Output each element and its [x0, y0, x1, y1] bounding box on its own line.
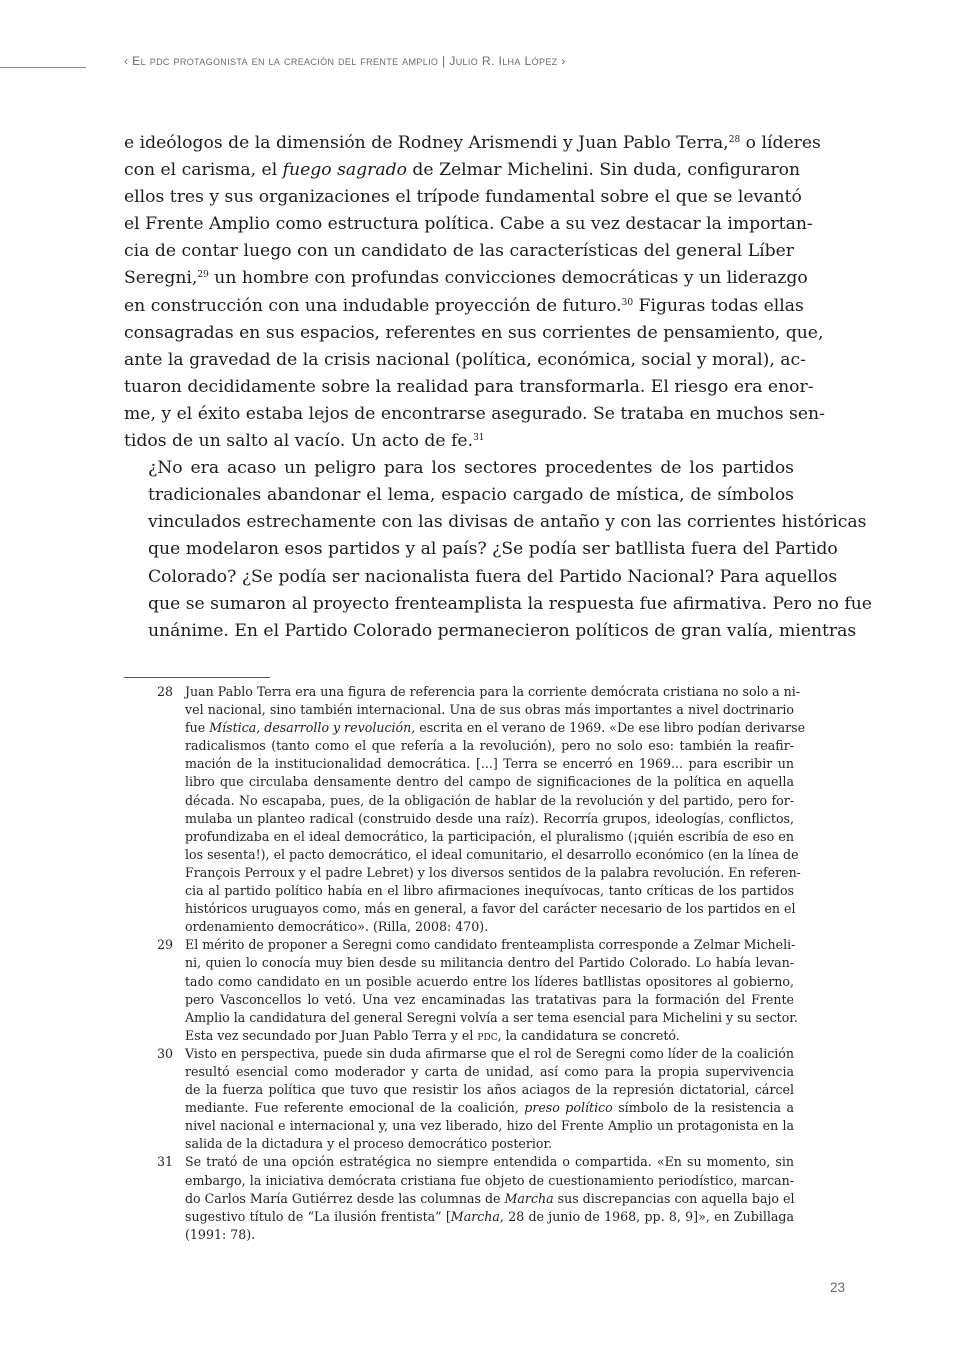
body-line: el Frente Amplio como estructura política. Cabe a su vez destacar la importan- — [124, 214, 813, 235]
footnote-line: Juan Pablo Terra era una figura de referencia para la corriente demócrata cristiana no solo a ni- — [185, 684, 801, 699]
footnote-line: mediante. Fue referente emocional de la coalición, preso político símbolo de la resistencia a — [185, 1100, 794, 1116]
body-line: me, y el éxito estaba lejos de encontrarse asegurado. Se trataba en muchos sen- — [124, 403, 825, 424]
footnote-line: Amplio la candidatura del general Seregni volvía a ser tema esencial para Michelini y su sector. — [185, 1009, 798, 1025]
body-line: que se sumaron al proyecto frenteamplista la respuesta fue afirmativa. Pero no fue — [148, 593, 872, 614]
footnote-line: nivel nacional e internacional y, una vez liberado, hizo del Frente Amplio un protagonista en la — [185, 1118, 794, 1134]
footnote-number: 29 — [157, 937, 174, 953]
body-line: tidos de un salto al vacío. Un acto de fe.$^{31}$ — [124, 431, 485, 452]
footnote-line: Esta vez secundado por Juan Pablo Terra y el pdc, la candidatura se concretó. — [185, 1027, 680, 1043]
footnote-line: ordenamiento democrático». (Rilla, 2008: 470). — [185, 919, 489, 935]
footnote-line: embargo, la iniciativa demócrata cristiana fue objeto de cuestionamiento periodístico, marcan- — [185, 1172, 794, 1188]
footnote-line: los sesenta!), el pacto democrático, el ideal comunitario, el desarrollo económico (en la línea de — [185, 846, 799, 862]
footnotes — [124, 683, 806, 1244]
footnote-line: pero Vasconcellos lo vetó. Una vez encaminadas las tratativas para la formación del Frente — [185, 991, 794, 1007]
body-line: con el carisma, el fuego sagrado de Zelmar Michelini. Sin duda, configuraron — [124, 160, 801, 181]
footnote-line: de la fuerza política que tuvo que resistir los años aciagos de la represión dictatorial, cárcel — [185, 1082, 794, 1098]
body-line: que modelaron esos partidos y al país? ¿Se podía ser batllista fuera del Partido — [148, 539, 838, 560]
footnote-line: mulaba un planteo radical (construido desde una raíz). Recorría grupos, ideologías, conflictos, — [185, 810, 794, 826]
footnote-line: libro que circulaba densamente dentro del campo de significaciones de la política en aquella — [185, 774, 794, 790]
footnote-number: 31 — [157, 1154, 174, 1170]
footnote-number: 28 — [157, 684, 174, 699]
body-line: tradicionales abandonar el lema, espacio cargado de mística, de símbolos — [148, 485, 794, 506]
footnote-line: Visto en perspectiva, puede sin duda afirmarse que el rol de Seregni como líder de la coalición — [185, 1045, 794, 1061]
footnote-line: salida de la dictadura y el proceso democrático posterior. — [185, 1136, 553, 1152]
body-line: cia de contar luego con un candidato de las características del general Líber — [124, 241, 794, 262]
body-line: tuaron decididamente sobre la realidad para transformarla. El riesgo era enor- — [124, 376, 814, 397]
footnote-line: sugestivo título de “La ilusión frentista” [Marcha, 28 de junio de 1968, pp. 8, 9]», en Zubillaga — [185, 1208, 794, 1224]
running-header: ‹ El pdc protagonista en la creación del frente amplio | Julio R. Ilha López › — [124, 54, 566, 68]
footnote-line: históricos uruguayos como, más en general, a favor del carácter necesario de los partidos en el — [185, 901, 796, 917]
body-text — [124, 130, 872, 645]
footnote-line: vel nacional, sino también internacional. Una de sus obras más importantes a nivel doctrinario — [185, 702, 794, 718]
footnote-29 — [124, 936, 798, 1045]
footnote-line: cia al partido político había en el libro afirmaciones inequívocas, tanto críticas de los partidos — [185, 883, 794, 899]
footnote-line: resultó esencial como moderador y carta de unidad, así como para la propia supervivencia — [185, 1063, 794, 1079]
footnote-line: década. No escapaba, pues, de la obligación de hablar de la revolución y del partido, pero for- — [185, 792, 794, 808]
body-line: vinculados estrechamente con las divisas de antaño y con las corrientes históricas — [148, 512, 867, 533]
footnote-line: tado como candidato en un posible acuerdo entre los líderes batllistas opositores al gobierno, — [185, 973, 794, 989]
body-line: en construcción con una indudable proyección de futuro.$^{30}$ Figuras todas ellas — [124, 295, 804, 316]
paragraph-2 — [124, 455, 872, 645]
footnote-line: profundizaba en el ideal democrático, la participación, el pluralismo (¡quién escribía de eso en — [185, 828, 794, 844]
body-line: Colorado? ¿Se podía ser nacionalista fuera del Partido Nacional? Para aquellos — [148, 566, 838, 587]
body-line: unánime. En el Partido Colorado permanecieron políticos de gran valía, mientras — [148, 620, 857, 641]
body-line: ¿No era acaso un peligro para los sectores procedentes de los partidos — [148, 458, 794, 479]
footnote-30 — [124, 1045, 794, 1154]
footnote-line: do Carlos María Gutiérrez desde las columnas de Marcha sus discrepancias con aquella bajo el — [185, 1190, 795, 1206]
body-line: ante la gravedad de la crisis nacional (política, económica, social y moral), ac- — [124, 349, 806, 370]
footnote-31 — [124, 1153, 794, 1243]
body-line: ellos tres y sus organizaciones el trípode fundamental sobre el que se levantó — [124, 187, 802, 208]
footnote-line: (1991: 78). — [185, 1226, 256, 1242]
footnote-line: mación de la institucionalidad democrática. [...] Terra se encerró en 1969... para escribir un — [185, 756, 794, 772]
header-rule — [0, 67, 86, 68]
footnote-line: ni, quien lo conocía muy bien desde su militancia dentro del Partido Colorado. Lo había levan- — [185, 955, 794, 971]
body-line: Seregni,$^{29}$ un hombre con profundas convicciones democráticas y un liderazgo — [124, 268, 808, 289]
footnote-28 — [124, 683, 806, 936]
footnote-line: François Perroux y el padre Lebret) y los diversos sentidos de la palabra revolución. En referen- — [185, 864, 801, 880]
page-number: 23 — [830, 1280, 846, 1295]
footnote-rule — [124, 677, 270, 678]
footnote-line: radicalismos (tanto como el que refería a la revolución), pero no solo eso: también la reafir- — [185, 738, 794, 754]
body-line: e ideólogos de la dimensión de Rodney Arismendi y Juan Pablo Terra,$^{28}$ o líderes — [124, 133, 821, 153]
footnote-line: fue Mística, desarrollo y revolución, escrita en el verano de 1969. «De ese libro podían derivarse — [185, 720, 806, 736]
footnote-line: El mérito de proponer a Seregni como candidato frenteamplista corresponde a Zelmar Micheli- — [185, 937, 796, 953]
footnote-line: Se trató de una opción estratégica no siempre entendida o compartida. «En su momento, sin — [185, 1154, 794, 1170]
body-line: consagradas en sus espacios, referentes en sus corrientes de pensamiento, que, — [124, 322, 824, 343]
paragraph-1 — [124, 130, 825, 455]
footnote-number: 30 — [157, 1045, 174, 1061]
